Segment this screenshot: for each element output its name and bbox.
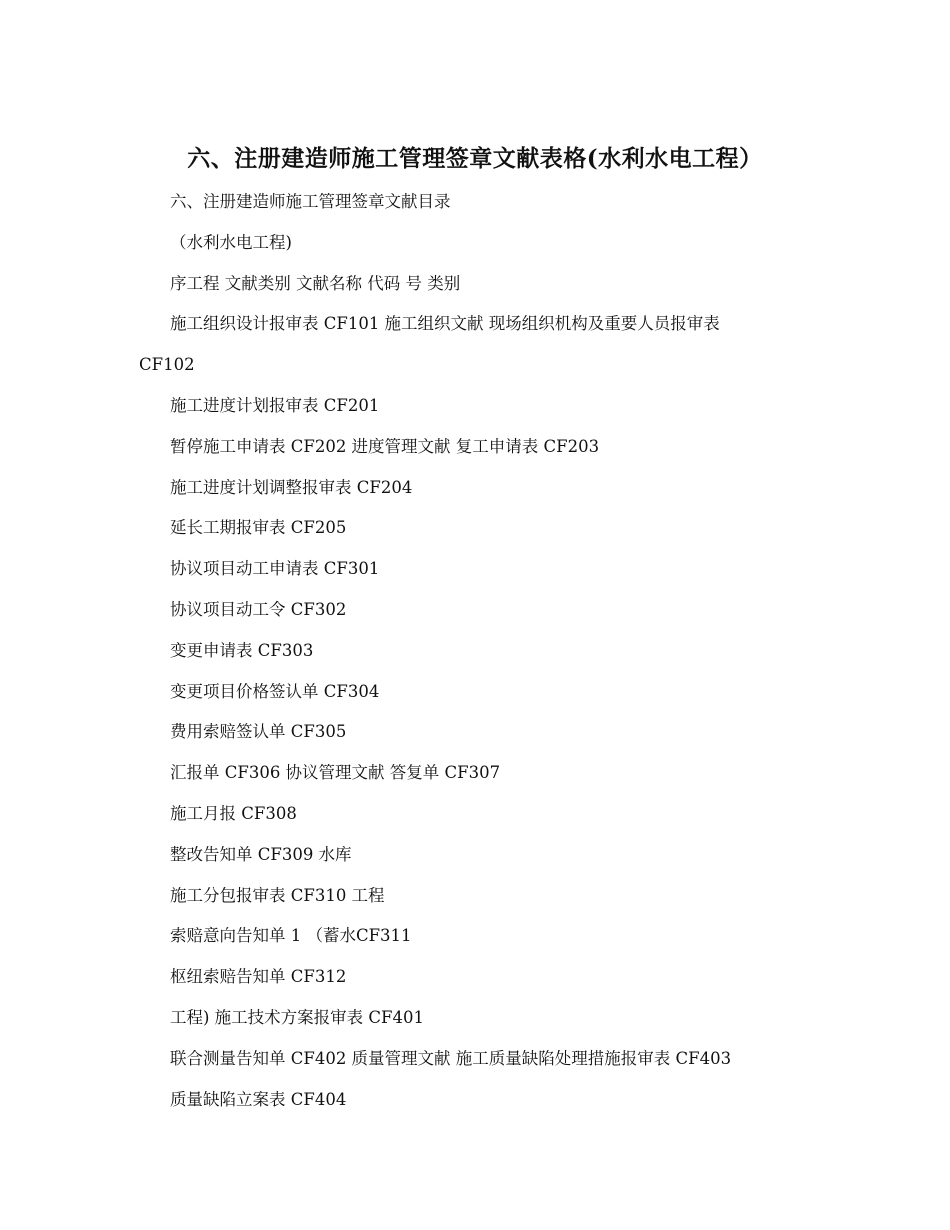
document-title: 六、注册建造师施工管理签章文献表格(水利水电工程） [187, 145, 763, 172]
text-line: 整改告知单 CF309 水库 [170, 844, 352, 864]
text-line: 变更申请表 CF303 [170, 640, 314, 660]
text-line: 六、注册建造师施工管理签章文献目录 [170, 192, 451, 211]
text-line: 汇报单 CF306 协议管理文献 答复单 CF307 [170, 763, 501, 783]
text-line: 延长工期报审表 CF205 [170, 518, 347, 538]
text-line: 费用索赔签认单 CF305 [170, 722, 347, 742]
text-line: 联合测量告知单 CF402 质量管理文献 施工质量缺陷处理措施报审表 CF403 [170, 1048, 732, 1068]
text-line: 枢纽索赔告知单 CF312 [170, 967, 347, 987]
text-line: 施工进度计划报审表 CF201 [170, 395, 380, 415]
text-line-continuation: CF102 [139, 355, 195, 375]
text-line: 施工组织设计报审表 CF101 施工组织文献 现场组织机构及重要人员报审表 [170, 314, 720, 334]
text-line: 工程) 施工技术方案报审表 CF401 [170, 1007, 424, 1027]
text-line: 质量缺陷立案表 CF404 [170, 1089, 347, 1109]
text-line: 索赔意向告知单 1 （蓄水CF311 [170, 926, 412, 946]
text-line: 协议项目动工申请表 CF301 [170, 559, 380, 579]
text-line: 施工月报 CF308 [170, 803, 297, 823]
text-line: 序工程 文献类别 文献名称 代码 号 类别 [170, 273, 461, 293]
text-line: 施工进度计划调整报审表 CF204 [170, 477, 413, 497]
text-line: （水利水电工程) [170, 232, 292, 252]
text-line: 协议项目动工令 CF302 [170, 599, 347, 619]
document-body [0, 184, 950, 1122]
text-line: 变更项目价格签认单 CF304 [170, 681, 380, 701]
text-line: 暂停施工申请表 CF202 进度管理文献 复工申请表 CF203 [170, 436, 600, 456]
text-line: 施工分包报审表 CF310 工程 [170, 885, 385, 905]
